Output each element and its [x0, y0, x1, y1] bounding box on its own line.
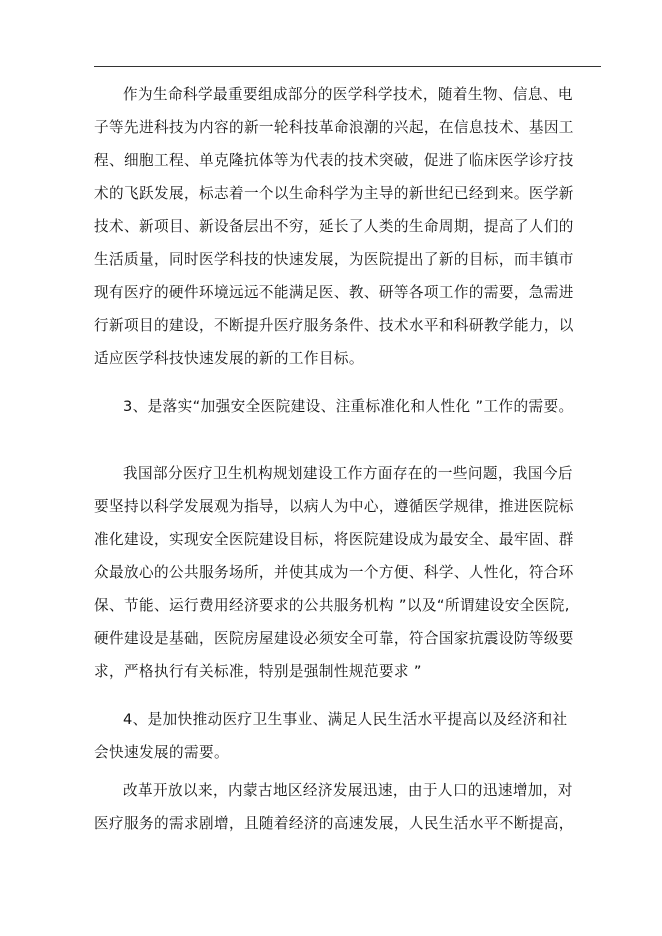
- section-heading-3: 3、是落实“加强安全医院建设、注重标准化和人性化 ”工作的需要。: [123, 398, 574, 415]
- section-heading-4: 4、是加快推动医疗卫生事业、满足人民生活水平提高以及经济和社: [123, 711, 568, 728]
- paragraph-line: 程、细胞工程、单克隆抗体等为代表的技术突破，促进了临床医学诊疗技: [94, 152, 574, 169]
- header-rule: [94, 66, 601, 67]
- paragraph-line: 现有医疗的硬件环境远远不能满足医、教、研等各项工作的需要，急需进: [94, 284, 574, 301]
- paragraph-line: 改革开放以来，内蒙古地区经济发展迅速，由于人口的迅速增加，对: [123, 782, 573, 799]
- paragraph-line: 作为生命科学最重要组成部分的医学科学技术，随着生物、信息、电: [123, 86, 573, 103]
- paragraph-line: 医疗服务的需求剧增，且随着经济的高速发展，人民生活水平不断提高，: [94, 815, 574, 832]
- paragraph-line: 技术、新项目、新设备层出不穷，延长了人类的生命周期，提高了人们的: [94, 218, 574, 235]
- paragraph-line: 硬件建设是基础，医院房屋建设必须安全可靠，符合国家抗震设防等级要: [94, 630, 574, 647]
- paragraph-line: 行新项目的建设，不断提升医疗服务条件、技术水平和科研教学能力，以: [94, 317, 574, 334]
- paragraph-line: 我国部分医疗卫生机构规划建设工作方面存在的一些问题，我国今后: [123, 465, 573, 482]
- paragraph-line: 众最放心的公共服务场所，并使其成为一个方便、科学、人性化，符合环: [94, 564, 574, 581]
- paragraph-line: 准化建设，实现安全医院建设目标，将医院建设成为最安全、最牢固、群: [94, 531, 574, 548]
- paragraph-line: 术的飞跃发展，标志着一个以生命科学为主导的新世纪已经到来。医学新: [94, 185, 574, 202]
- paragraph-line: 生活质量，同时医学科技的快速发展，为医院提出了新的目标，而丰镇市: [94, 251, 574, 268]
- section-heading-4-continued: 会快速发展的需要。: [94, 744, 229, 761]
- paragraph-line: 保、节能、运行费用经济要求的公共服务机构 ”以及“所谓建设安全医院,: [94, 597, 570, 614]
- paragraph-line: 子等先进科技为内容的新一轮科技革命浪潮的兴起，在信息技术、基因工: [94, 119, 574, 136]
- paragraph-line: 求，严格执行有关标准，特别是强制性规范要求 ”: [94, 663, 422, 680]
- paragraph-line: 适应医学科技快速发展的新的工作目标。: [94, 350, 364, 367]
- paragraph-line: 要坚持以科学发展观为指导，以病人为中心，遵循医学规律，推进医院标: [94, 498, 574, 515]
